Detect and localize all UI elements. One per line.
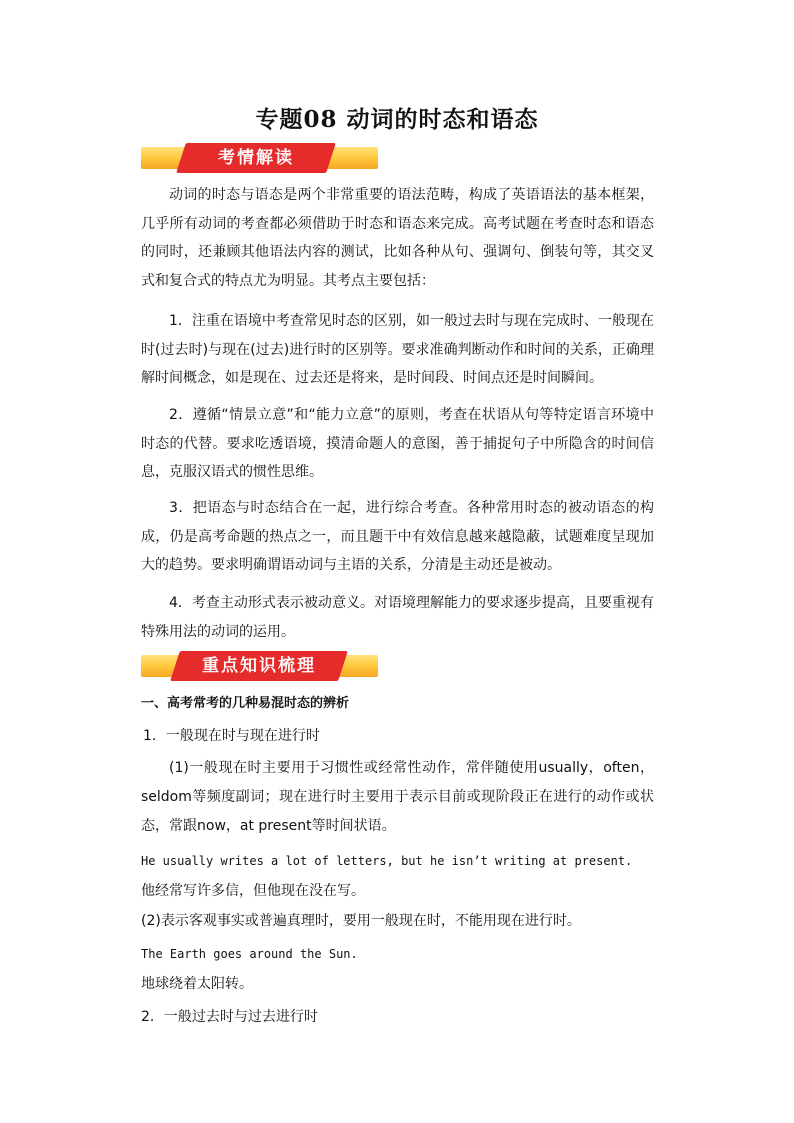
banner-label: 重点知识梳理 bbox=[202, 656, 316, 676]
example-1-chinese: 他经常写许多信，但他现在没在写。 bbox=[141, 883, 365, 899]
example-2-chinese: 地球绕着太阳转。 bbox=[141, 976, 253, 992]
section-heading: 一、高考常考的几种易混时态的辨析 bbox=[141, 696, 350, 711]
banner-label: 考情解读 bbox=[218, 148, 294, 168]
section-banner-key-knowledge bbox=[141, 651, 378, 681]
point-4: 4．考查主动形式表示被动意义。对语境理解能力的要求逐步提高，且要重视有特殊用法的动词的运用。 bbox=[141, 595, 654, 640]
banner-label-box bbox=[176, 143, 336, 173]
banner-label-box bbox=[170, 651, 348, 681]
intro-paragraph: 动词的时态与语态是两个非常重要的语法范畴，构成了英语语法的基本框架，几乎所有动词的考查都必须借助于时态和语态来完成。高考试题在考查时态和语态的同时，还兼顾其他语法内容的测试，比如各种从句、强调句、倒装句等，其交叉式和复合式的特点尤为明显。其考点主要包括： bbox=[141, 187, 654, 289]
section-banner-exam-analysis bbox=[141, 143, 378, 173]
subheading-1: 1．一般现在时与现在进行时 bbox=[143, 728, 320, 744]
page-title: 专题08 动词的时态和语态 bbox=[255, 106, 539, 133]
example-1-english: He usually writes a lot of letters, but he isn’t writing at present. bbox=[141, 854, 633, 868]
example-2-english: The Earth goes around the Sun. bbox=[141, 947, 358, 961]
point-1: 1．注重在语境中考查常见时态的区别，如一般过去时与现在完成时、一般现在时(过去时)与现在(过去)进行时的区别等。要求准确判断动作和时间的关系，正确理解时间概念，如是现在、过去还是将来，是时间段、时间点还是时间瞬间。 bbox=[141, 313, 654, 386]
rule-1: (1)一般现在时主要用于习惯性或经常性动作，常伴随使用usually，often，seldom等频度副词；现在进行时主要用于表示目前或现阶段正在进行的动作或状态，常跟now，at present等时间状语。 bbox=[141, 760, 654, 834]
point-3: 3．把语态与时态结合在一起，进行综合考查。各种常用时态的被动语态的构成，仍是高考命题的热点之一，而且题干中有效信息越来越隐蔽，试题难度呈现加大的趋势。要求明确谓语动词与主语的关系，分清是主动还是被动。 bbox=[141, 500, 654, 573]
rule-2: (2)表示客观事实或普遍真理时，要用一般现在时，不能用现在进行时。 bbox=[141, 913, 581, 929]
point-2: 2．遵循“情景立意”和“能力立意”的原则，考查在状语从句等特定语言环境中时态的代替。要求吃透语境，摸清命题人的意图，善于捕捉句子中所隐含的时间信息，克服汉语式的惯性思维。 bbox=[141, 407, 654, 480]
subheading-2: 2．一般过去时与过去进行时 bbox=[141, 1009, 318, 1025]
